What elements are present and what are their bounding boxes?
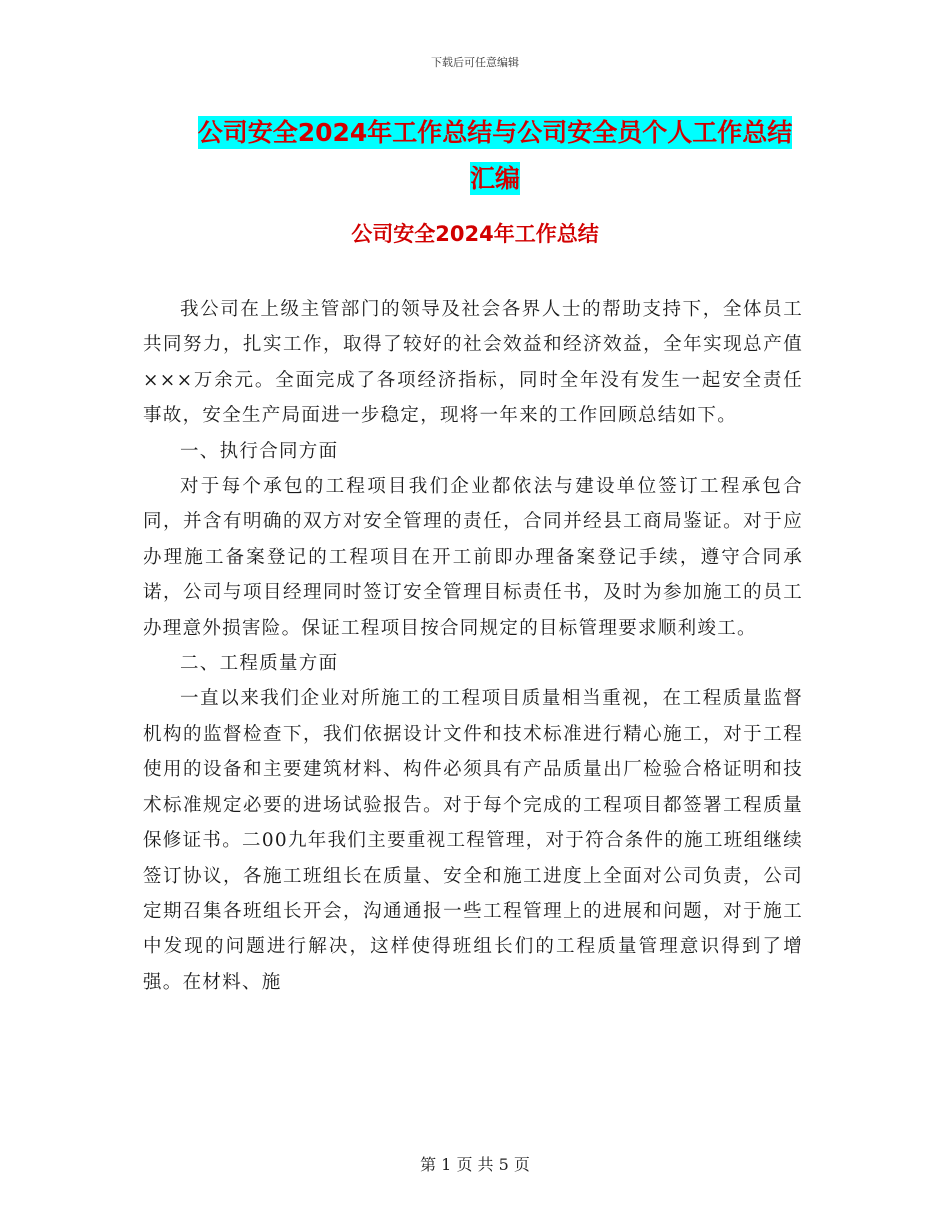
page-footer: 第 1 页 共 5 页 xyxy=(420,1155,530,1174)
document-title-line1: 公司安全2024年工作总结与公司安全员个人工作总结 xyxy=(197,118,793,147)
document-title xyxy=(150,110,840,202)
paragraph-intro: 我公司在上级主管部门的领导及社会各界人士的帮助支持下，全体员工共同努力，扎实工作，取得了较好的社会效益和经济效益，全年实现总产值×××万余元。全面完成了各项经济指标，同时全年没有发生一起安全责任事故，安全生产局面进一步稳定，现将一年来的工作回顾总结如下。 xyxy=(143,299,803,427)
heading-contract: 一、执行合同方面 xyxy=(180,440,339,462)
section-title: 公司安全2024年工作总结 xyxy=(351,222,599,246)
header-note: 下载后可任意编辑 xyxy=(431,56,519,69)
paragraph-contract: 对于每个承包的工程项目我们企业都依法与建设单位签订工程承包合同，并含有明确的双方对安全管理的责任，合同并经县工商局鉴证。对于应办理施工备案登记的工程项目在开工前即办理备案登记手续，遵守合同承诺，公司与项目经理同时签订安全管理目标责任书，及时为参加施工的员工办理意外损害险。保证工程项目按合同规定的目标管理要求顺利竣工。 xyxy=(143,476,803,639)
document-body xyxy=(143,292,803,1000)
heading-quality: 二、工程质量方面 xyxy=(180,653,339,675)
document-title-line2: 汇编 xyxy=(469,164,520,193)
paragraph-quality: 一直以来我们企业对所施工的工程项目质量相当重视，在工程质量监督机构的监督检查下，我们依据设计文件和技术标准进行精心施工，对于工程使用的设备和主要建筑材料、构件必须具有产品质量出厂检验合格证明和技术标准规定必要的进场试验报告。对于每个完成的工程项目都签署工程质量保修证书。二00九年我们主要重视工程管理，对于符合条件的施工班组继续签订协议，各施工班组长在质量、安全和施工进度上全面对公司负责，公司定期召集各班组长开会，沟通通报一些工程管理上的进展和问题，对于施工中发现的问题进行解决，这样使得班组长们的工程质量管理意识得到了增强。在材料、施 xyxy=(143,688,803,993)
